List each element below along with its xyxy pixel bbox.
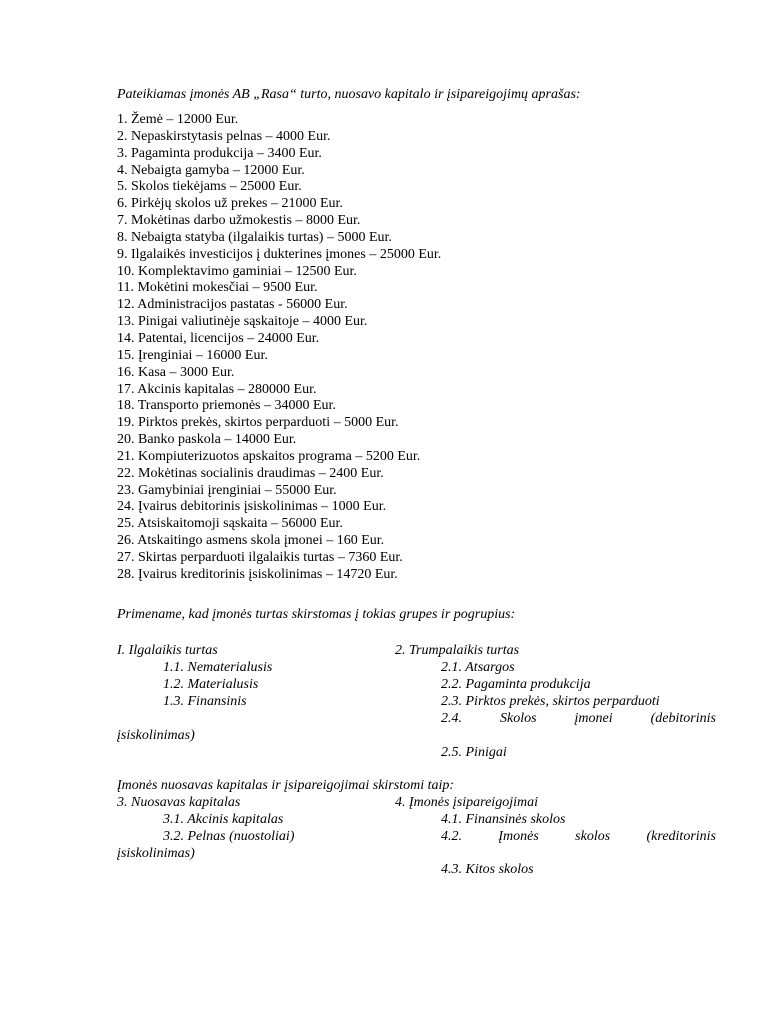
list-item: 17. Akcinis kapitalas – 280000 Eur. [117, 381, 317, 397]
word: 4.2. [441, 829, 462, 844]
list-item: 19. Pirktos prekės, skirtos perparduoti – 5000 Eur. [117, 415, 399, 431]
liabilities-sub-other-debts: 4.3. Kitos skolos [441, 862, 534, 877]
long-term-assets-title: I. Ilgalaikis turtas [117, 643, 218, 658]
equity-sub-profit: 3.2. Pelnas (nuostoliai) [163, 829, 295, 844]
list-item: 27. Skirtas perparduoti ilgalaikis turtas – 7360 Eur. [117, 549, 403, 565]
word: įmonei [574, 711, 613, 726]
list-item: 23. Gamybiniai įrenginiai – 55000 Eur. [117, 482, 337, 498]
short-term-sub-produced-goods: 2.2. Pagaminta produkcija [441, 677, 591, 692]
liabilities-title: 4. Įmonės įsipareigojimai [395, 795, 538, 810]
list-item: 16. Kasa – 3000 Eur. [117, 364, 235, 380]
liabilities-sub-company-debts [441, 828, 716, 845]
short-term-sub-inventory: 2.1. Atsargos [441, 660, 515, 675]
list-item: 8. Nebaigta statyba (ilgalaikis turtas) – 5000 Eur. [117, 229, 392, 245]
word: 2.4. [441, 711, 462, 726]
long-term-sub-tangible: 1.2. Materialusis [163, 677, 259, 692]
list-item: 13. Pinigai valiutinėje sąskaitoje – 4000 Eur. [117, 314, 368, 330]
equity-sub-share-capital: 3.1. Akcinis kapitalas [163, 812, 284, 827]
list-item: 7. Mokėtinas darbo užmokestis – 8000 Eur. [117, 213, 361, 229]
word: (kreditorinis [646, 829, 716, 844]
list-item: 12. Administracijos pastatas - 56000 Eur. [117, 297, 348, 313]
equity-title: 3. Nuosavas kapitalas [117, 795, 241, 810]
list-item: 11. Mokėtini mokesčiai – 9500 Eur. [117, 280, 318, 296]
equity-intro-text: Įmonės nuosavas kapitalas ir įsipareigojimai skirstomi taip: [117, 778, 455, 793]
long-term-sub-financial: 1.3. Finansinis [163, 694, 247, 709]
list-item: 15. Įrenginiai – 16000 Eur. [117, 347, 268, 363]
liabilities-sub-financial-debts: 4.1. Finansinės skolos [441, 812, 566, 827]
short-term-sub-receivables [441, 710, 716, 727]
short-term-sub-cash: 2.5. Pinigai [441, 745, 507, 760]
list-item: 10. Komplektavimo gaminiai – 12500 Eur. [117, 263, 357, 279]
list-item: 28. Įvairus kreditorinis įsiskolinimas – 14720 Eur. [117, 566, 398, 582]
word: Skolos [499, 711, 537, 726]
list-item: 22. Mokėtinas socialinis draudimas – 2400 Eur. [117, 465, 384, 481]
list-item: 6. Pirkėjų skolos už prekes – 21000 Eur. [117, 196, 343, 212]
list-item: 20. Banko paskola – 14000 Eur. [117, 432, 297, 448]
long-term-sub-intangible: 1.1. Nematerialusis [163, 660, 273, 675]
list-item: 3. Pagaminta produkcija – 3400 Eur. [117, 145, 322, 161]
liabilities-sub-company-debts-wrap: įsiskolinimas) [117, 846, 195, 861]
list-item: 25. Atsiskaitomoji sąskaita – 56000 Eur. [117, 516, 343, 532]
short-term-sub-receivables-wrap: įsiskolinimas) [117, 728, 195, 743]
intro-text: Pateikiamas įmonės AB „Rasa“ turto, nuosavo kapitalo ir įsipareigojimų aprašas: [117, 87, 581, 102]
list-item: 21. Kompiuterizuotos apskaitos programa – 5200 Eur. [117, 448, 421, 464]
list-item: 24. Įvairus debitorinis įsiskolinimas – 1000 Eur. [117, 499, 387, 515]
list-item: 2. Nepaskirstytasis pelnas – 4000 Eur. [117, 128, 331, 144]
word: (debitorinis [650, 711, 716, 726]
reminder-text: Primename, kad įmonės turtas skirstomas į tokias grupes ir pogrupius: [117, 607, 516, 622]
short-term-sub-resale-goods: 2.3. Pirktos prekės, skirtos perparduoti [441, 694, 660, 709]
list-item: 5. Skolos tiekėjams – 25000 Eur. [117, 179, 302, 195]
word: Įmonės [498, 829, 539, 844]
list-item: 26. Atskaitingo asmens skola įmonei – 160 Eur. [117, 533, 385, 549]
word: skolos [575, 829, 611, 844]
list-item: 4. Nebaigta gamyba – 12000 Eur. [117, 162, 305, 178]
list-item: 18. Transporto priemonės – 34000 Eur. [117, 398, 336, 414]
short-term-assets-title: 2. Trumpalaikis turtas [395, 643, 520, 658]
items-list [117, 112, 441, 584]
list-item: 1. Žemė – 12000 Eur. [117, 112, 239, 127]
list-item: 9. Ilgalaikės investicijos į dukterines įmones – 25000 Eur. [117, 246, 442, 262]
list-item: 14. Patentai, licencijos – 24000 Eur. [117, 330, 320, 346]
